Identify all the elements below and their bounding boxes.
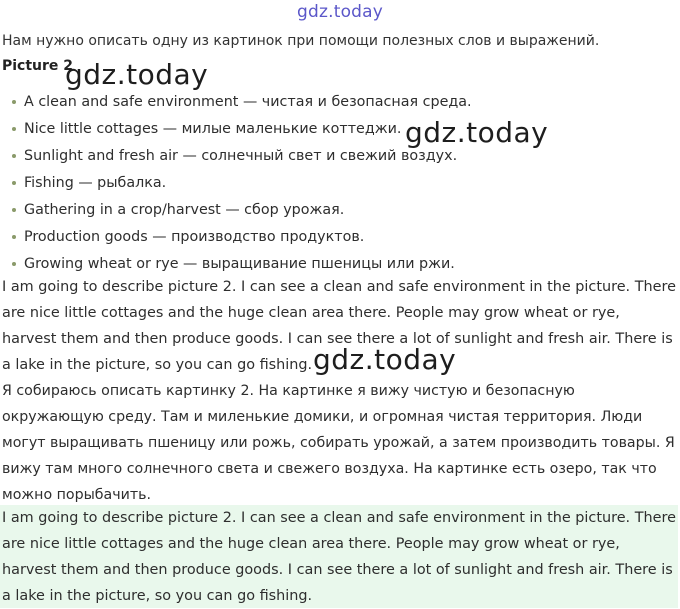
- paragraph-line: harvest them and then produce goods. I can see there a lot of sunlight and fresh air. There is: [2, 331, 673, 347]
- vocab-text: Production goods — производство продуктов.: [24, 229, 365, 245]
- paragraph-line: are nice little cottages and the huge clean area there. People may grow wheat or rye,: [2, 305, 620, 321]
- list-item: [12, 199, 472, 226]
- vocab-text: A clean and safe environment — чистая и безопасная среда.: [24, 94, 472, 110]
- list-item: [12, 172, 472, 199]
- bullet-icon: [12, 208, 16, 212]
- paragraph-line: I am going to describe picture 2. I can see a clean and safe environment in the picture. There: [2, 510, 676, 526]
- paragraph-line: a lake in the picture, so you can go fishing.: [2, 588, 313, 604]
- list-item: [12, 118, 472, 145]
- paragraph-line: I am going to describe picture 2. I can see a clean and safe environment in the picture. There: [2, 279, 676, 295]
- paragraph-line: окружающую среду. Там и миленькие домики, и огромная чистая территория. Люди: [2, 409, 643, 425]
- list-item: [12, 226, 472, 253]
- bullet-icon: [12, 181, 16, 185]
- list-item: [12, 145, 472, 172]
- bullet-icon: [12, 154, 16, 158]
- paragraph-line: могут выращивать пшеницу или рожь, собирать урожай, а затем производить товары. Я: [2, 435, 675, 451]
- paragraph-line: Я собираюсь описать картинку 2. На картинке я вижу чистую и безопасную: [2, 383, 575, 399]
- vocab-text: Gathering in a crop/harvest — сбор урожая.: [24, 202, 345, 218]
- vocab-text: Growing wheat or rye — выращивание пшеницы или ржи.: [24, 256, 455, 272]
- vocab-text: Sunlight and fresh air — солнечный свет и свежий воздух.: [24, 148, 458, 164]
- vocab-text: Fishing — рыбалка.: [24, 175, 167, 191]
- paragraph-line: harvest them and then produce goods. I can see there a lot of sunlight and fresh air. There is: [2, 562, 673, 578]
- highlighted-english-paragraph: [0, 505, 678, 608]
- paragraph-line: можно порыбачить.: [2, 487, 151, 503]
- paragraph-line: вижу там много солнечного света и свежего воздуха. На картинке есть озеро, так что: [2, 461, 657, 477]
- paragraph-line: a lake in the picture, so you can go fishing.: [2, 357, 313, 373]
- bullet-icon: [12, 100, 16, 104]
- intro-text: Нам нужно описать одну из картинок при помощи полезных слов и выражений.: [2, 33, 600, 49]
- bullet-icon: [12, 235, 16, 239]
- list-item: [12, 91, 472, 118]
- paragraph-line: are nice little cottages and the huge clean area there. People may grow wheat or rye,: [2, 536, 620, 552]
- vocabulary-list: [12, 91, 472, 280]
- bullet-icon: [12, 127, 16, 131]
- russian-paragraph: [2, 378, 678, 508]
- vocab-text: Nice little cottages — милые маленькие коттеджи.: [24, 121, 402, 137]
- watermark: gdz.today: [313, 343, 457, 376]
- picture-label: Picture 2: [2, 58, 74, 74]
- site-logo[interactable]: gdz.today: [297, 2, 384, 22]
- english-paragraph: [2, 274, 678, 378]
- bullet-icon: [12, 262, 16, 266]
- watermark: gdz.today: [65, 58, 209, 91]
- watermark: gdz.today: [405, 116, 549, 149]
